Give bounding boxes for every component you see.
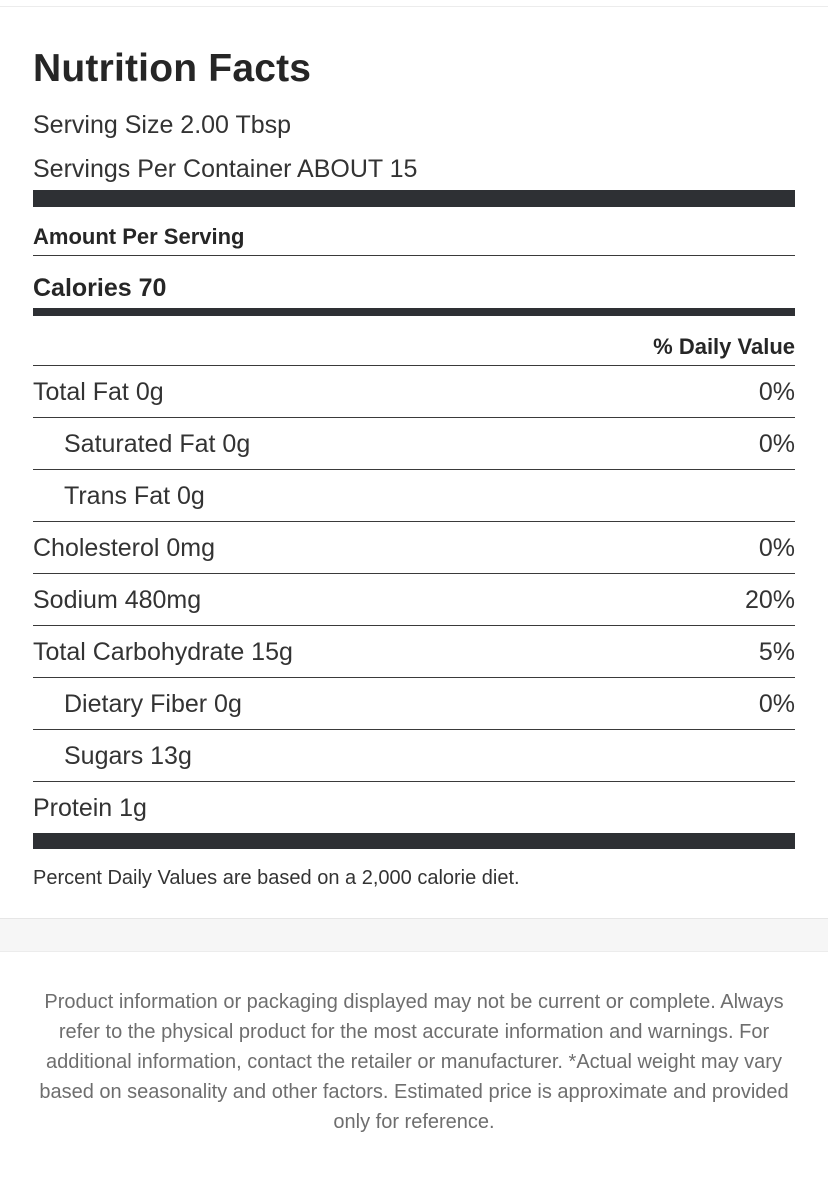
nutrient-daily-value: 0%: [758, 533, 795, 562]
nutrient-row-cholesterol: [33, 522, 795, 574]
product-disclaimer: Product information or packaging displayed may not be current or complete. Always refer to the physical product for the most accurate information and warnings. For additional information, contact the retailer or manufacturer. *Actual weight may vary based on seasonality and other factors. Estimated price is approximate and provided only for reference.: [0, 952, 828, 1137]
nutrient-row-total-fat: [33, 366, 795, 418]
nutrient-label: Total Carbohydrate 15g: [33, 637, 293, 666]
nutrient-row-sugars: [33, 730, 795, 782]
top-edge: [0, 0, 828, 7]
thick-divider-bottom: [33, 833, 795, 849]
nutrient-daily-value: 20%: [744, 585, 795, 614]
thick-divider-top: [33, 190, 795, 207]
nutrient-label: Sodium 480mg: [33, 585, 202, 614]
nutrient-label: Total Fat 0g: [33, 377, 164, 406]
nutrient-daily-value: 0%: [758, 377, 795, 406]
nutrient-daily-value: 5%: [758, 637, 795, 666]
nutrient-row-dietary-fiber: [33, 678, 795, 730]
serving-size: Serving Size 2.00 Tbsp: [33, 111, 292, 139]
section-gap: [0, 919, 828, 952]
nutrient-label: Cholesterol 0mg: [33, 533, 216, 562]
medium-divider: [33, 308, 795, 316]
nutrient-label: Dietary Fiber 0g: [64, 689, 242, 718]
nutrient-row-total-carbohydrate: [33, 626, 795, 678]
nutrient-row-trans-fat: [33, 470, 795, 522]
amount-per-serving: Amount Per Serving: [33, 224, 245, 249]
nutrition-facts-panel: [0, 7, 828, 919]
nutrient-label: Sugars 13g: [64, 741, 192, 770]
daily-value-footnote: Percent Daily Values are based on a 2,000 calorie diet.: [33, 867, 520, 889]
nutrient-label: Saturated Fat 0g: [64, 429, 251, 458]
calories: Calories 70: [33, 274, 167, 302]
nutrient-daily-value: 0%: [758, 429, 795, 458]
nutrient-daily-value: 0%: [758, 689, 795, 718]
nutrient-row-protein: [33, 782, 795, 834]
daily-value-header: % Daily Value: [653, 334, 795, 359]
nutrition-title: Nutrition Facts: [33, 47, 312, 90]
divider: [33, 255, 795, 256]
nutrient-label: Trans Fat 0g: [64, 481, 205, 510]
nutrient-row-saturated-fat: [33, 418, 795, 470]
nutrient-label: Protein 1g: [33, 793, 147, 822]
servings-per-container: Servings Per Container ABOUT 15: [33, 155, 418, 183]
nutrient-row-sodium: [33, 574, 795, 626]
